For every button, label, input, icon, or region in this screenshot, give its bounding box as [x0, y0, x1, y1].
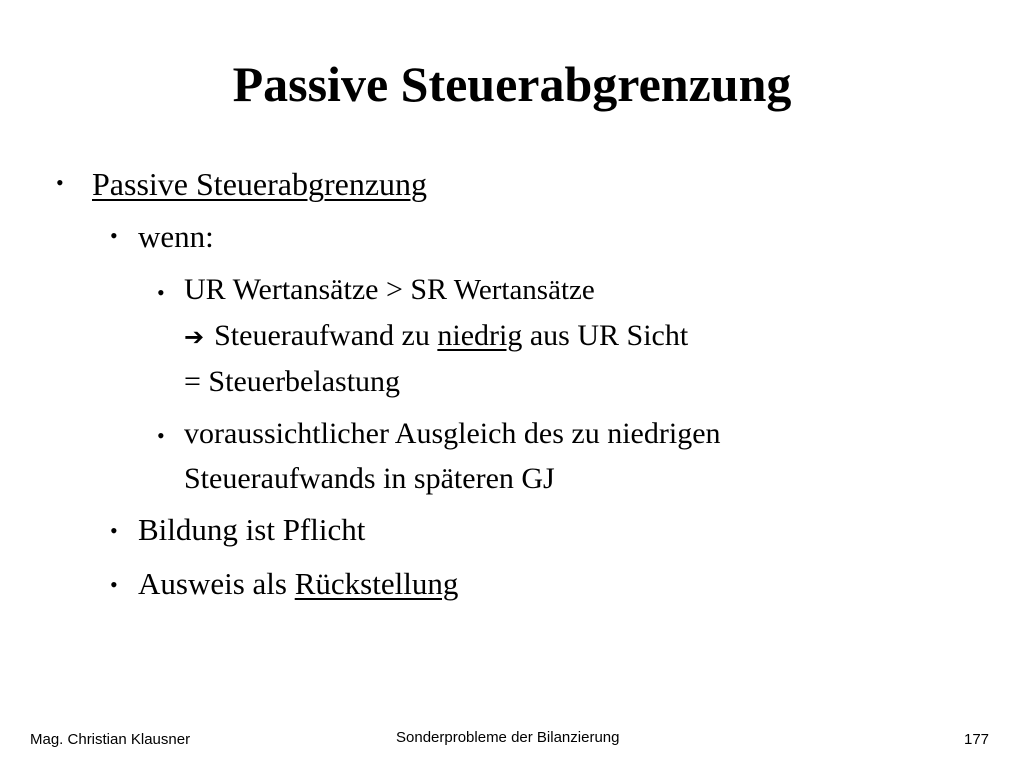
condition-line-2-post: aus UR Sicht: [522, 319, 689, 352]
level1-item: [92, 164, 427, 204]
obligation-item: Bildung ist Pflicht: [138, 512, 366, 547]
expectation-line-1: voraussichtlicher Ausgleich des zu niedrigen: [184, 417, 721, 450]
slide-title: Passive Steuerabgrenzung: [232, 56, 792, 112]
when-item: wenn:: [138, 219, 214, 254]
footer-author: Mag. Christian Klausner: [30, 731, 191, 748]
condition-ur-text: UR Wertansätze > SR: [184, 273, 448, 306]
disclosure-rueckstellung: Rückstellung: [294, 566, 459, 601]
condition-niedrig: niedrig: [437, 319, 523, 352]
condition-line-3: = Steuerbelastung: [184, 365, 401, 398]
footer-course: Sonderprobleme der Bilanzierung: [396, 729, 620, 746]
bullet-icon: •: [157, 280, 165, 305]
condition-line-2: [184, 313, 688, 360]
disclosure-pre: Ausweis als: [138, 566, 295, 601]
level1-text: Passive Steuerabgrenzung: [92, 166, 428, 202]
condition-line-2-pre: Steueraufwand zu: [214, 319, 438, 352]
expectation-line-2: Steueraufwands in späteren GJ: [184, 462, 555, 495]
bullet-icon: •: [56, 170, 64, 195]
bullet-icon: •: [157, 423, 165, 448]
bullet-icon: •: [110, 518, 118, 543]
arrow-right-icon: ➔: [184, 323, 205, 351]
bullet-icon: •: [110, 572, 118, 597]
condition-line-1: [184, 267, 595, 313]
disclosure-item: [138, 564, 458, 604]
condition-sr-text: Wertansätze: [447, 274, 595, 306]
footer-page-number: 177: [964, 731, 990, 748]
bullet-icon: •: [110, 223, 118, 248]
